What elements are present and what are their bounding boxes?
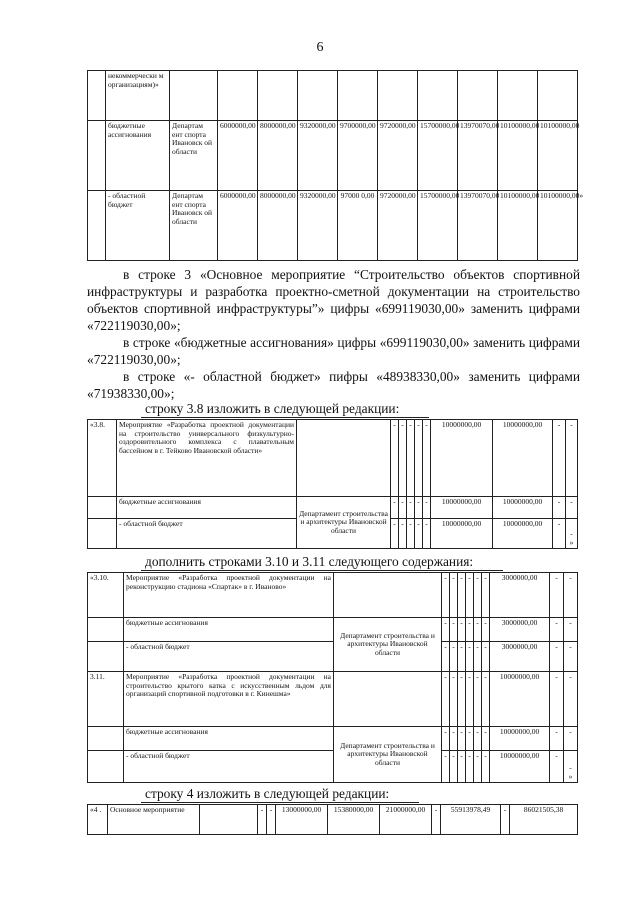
table-row: бюджетные ассигнования Департамент строительства и архитектуры Ивановской области - - - - - - 10000000,00 - - (88, 727, 578, 751)
event-name: Мероприятие «Разработка проектной документации на строительство крытого катка с искусственным льдом для организаций спортивной подготовки в г. Кинешма» (124, 672, 334, 727)
value-cell: 13000000,00 (276, 805, 328, 835)
value-cell: 9320000,00 (298, 121, 338, 191)
value-cell: 10100000,00» (538, 191, 578, 261)
value-cell: 6000000,00 (218, 121, 258, 191)
value-cell: 10000000,00 (493, 497, 553, 519)
value-cell: 10000000,00 (493, 519, 553, 549)
table-row: «4 . Основное мероприятие - - 13000000,00 15380000,00 21000000,00 - 55913978,49 - 86021505,38 (88, 805, 578, 835)
row-label: бюджетные ассигнования (124, 727, 334, 751)
table-row: «3.10. Мероприятие «Разработка проектной документации на реконструкцию стадиона «Спартак» в г. Иваново» - - - - - - 3000000,00 - - (88, 573, 578, 618)
table-row: - областной бюджет - - - - - - 10000000,00 - - » (88, 751, 578, 783)
value-cell: 10000000,00 (490, 727, 550, 751)
table-row: - областной бюджет - - - - - 10000000,00 10000000,00 - - » (88, 519, 578, 549)
closing-quote: » (568, 771, 573, 781)
row-label: некоммерчески м организациям)» (106, 71, 170, 121)
amendment-paragraph: в строке «- областной бюджет» пифры «48938330,00» заменить цифрами «71938330,00»; (87, 369, 580, 401)
value-cell: 6000000,00 (218, 191, 258, 261)
value-cell: 13970070,00 (458, 121, 498, 191)
value-cell: 10100000,00 (498, 191, 538, 261)
value-cell: 3000000,00 (490, 573, 550, 618)
value-cell: 86021505,38 (510, 805, 578, 835)
value-cell: 10000000,00 (490, 672, 550, 727)
event-name: Мероприятие «Разработка проектной документации на строительство универсального физкультурно-оздоровительного комплекса с плавательным бассейном в г. Тейково Ивановской области» (117, 420, 297, 497)
value-cell: 55913978,49 (441, 805, 501, 835)
value-cell: 8000000,00 (258, 191, 298, 261)
table-row: «3.8. Мероприятие «Разработка проектной документации на строительство универсального физкультурно-оздоровительного комплекса с плавательным бассейном в г. Тейково Ивановской области» - - - - - 10000000,00 10000000,00 - - (88, 420, 578, 497)
event-name: Мероприятие «Разработка проектной документации на реконструкцию стадиона «Спартак» в г. Иваново» (124, 573, 334, 618)
row-label: - областной бюджет (124, 642, 334, 672)
value-cell: 15380000,00 (328, 805, 380, 835)
value-cell: 9720000,00 (378, 121, 418, 191)
value-cell: 15700000,00 (418, 191, 458, 261)
department-cell: Департам ент спорта Ивановск ой области (170, 191, 218, 261)
row-label: бюджетные ассигнования (124, 618, 334, 642)
page-number: 6 (316, 40, 324, 55)
value-cell: 10100000,00 (498, 121, 538, 191)
section-heading: строку 4 изложить в следующей редакции: (145, 786, 390, 801)
amendment-paragraph: в строке 3 «Основное мероприятие “Строительство объектов спортивной инфраструктуры и разработка проектно-сметной документации на строительство объектов спортивной инфраструктуры”» цифры «699119030,00» заменить цифрами «722119030,00»; (87, 267, 580, 333)
value-cell: 10000000,00 (490, 751, 550, 783)
department-cell: Департамент строительства и архитектуры Ивановской области (334, 618, 442, 672)
value-cell: 97000 0,00 (338, 191, 378, 261)
value-cell: 3000000,00 (490, 642, 550, 672)
section-heading: строку 3.8 изложить в следующей редакции: (145, 401, 400, 416)
value-cell: 10000000,00 (431, 497, 493, 519)
row-label: - областной бюджет (106, 191, 170, 261)
table-row: бюджетные ассигнования Департамент строительства и архитектуры Ивановской области - - - - - 10000000,00 10000000,00 - - (88, 497, 578, 519)
department-cell: Департамент строительства и архитектуры Ивановской области (334, 727, 442, 783)
department-cell: Департам ент спорта Ивановск ой области (170, 121, 218, 191)
table-row-3-8 (87, 419, 578, 549)
row-number: «4 . (88, 805, 108, 835)
row-label: - областной бюджет (117, 519, 297, 549)
table-row (88, 121, 578, 191)
table-row-4 (87, 804, 578, 835)
amendment-paragraph: в строке «бюджетные ассигнования» цифры «699119030,00» заменить цифрами «722119030,00»; (87, 335, 580, 367)
value-cell: 10000000,00 (493, 420, 553, 497)
value-cell: 8000000,00 (258, 121, 298, 191)
table-row: 3.11. Мероприятие «Разработка проектной документации на строительство крытого катка с искусственным льдом для организаций спортивной подготовки в г. Кинешма» - - - - - - 10000000,00 - - (88, 672, 578, 727)
value-cell: 9320000,00 (298, 191, 338, 261)
event-name: Основное мероприятие (108, 805, 200, 835)
value-cell: 3000000,00 (490, 618, 550, 642)
closing-quote: » (569, 537, 574, 547)
table-row: - областной бюджет - - - - - - 3000000,00 - - (88, 642, 578, 672)
value-cell: 9720000,00 (378, 191, 418, 261)
table-row (88, 191, 578, 261)
table-row (88, 71, 578, 121)
row-label: бюджетные ассигнования (117, 497, 297, 519)
value-cell: 10100000,00 (538, 121, 578, 191)
row-number: «3.8. (88, 420, 117, 497)
row-label: бюджетные ассигнования (106, 121, 170, 191)
row-number: «3.10. (88, 573, 124, 618)
value-cell: 13970070,00 (458, 191, 498, 261)
value-cell: 10000000,00 (431, 420, 493, 497)
value-cell: 10000000,00 (431, 519, 493, 549)
department-cell: Департамент строительства и архитектуры Ивановской области (297, 497, 391, 549)
table-rows-3-10-3-11 (87, 572, 578, 783)
row-label: - областной бюджет (124, 751, 334, 783)
section-heading: дополнить строками 3.10 и 3.11 следующего содержания: (145, 554, 474, 569)
row-number: 3.11. (88, 672, 124, 727)
value-cell: 15700000,00 (418, 121, 458, 191)
funding-table-top (87, 70, 584, 261)
value-cell: 21000000,00 (380, 805, 432, 835)
table-row: бюджетные ассигнования Департамент строительства и архитектуры Ивановской области - - - - - - 3000000,00 - - (88, 618, 578, 642)
value-cell: 9700000,00 (338, 121, 378, 191)
